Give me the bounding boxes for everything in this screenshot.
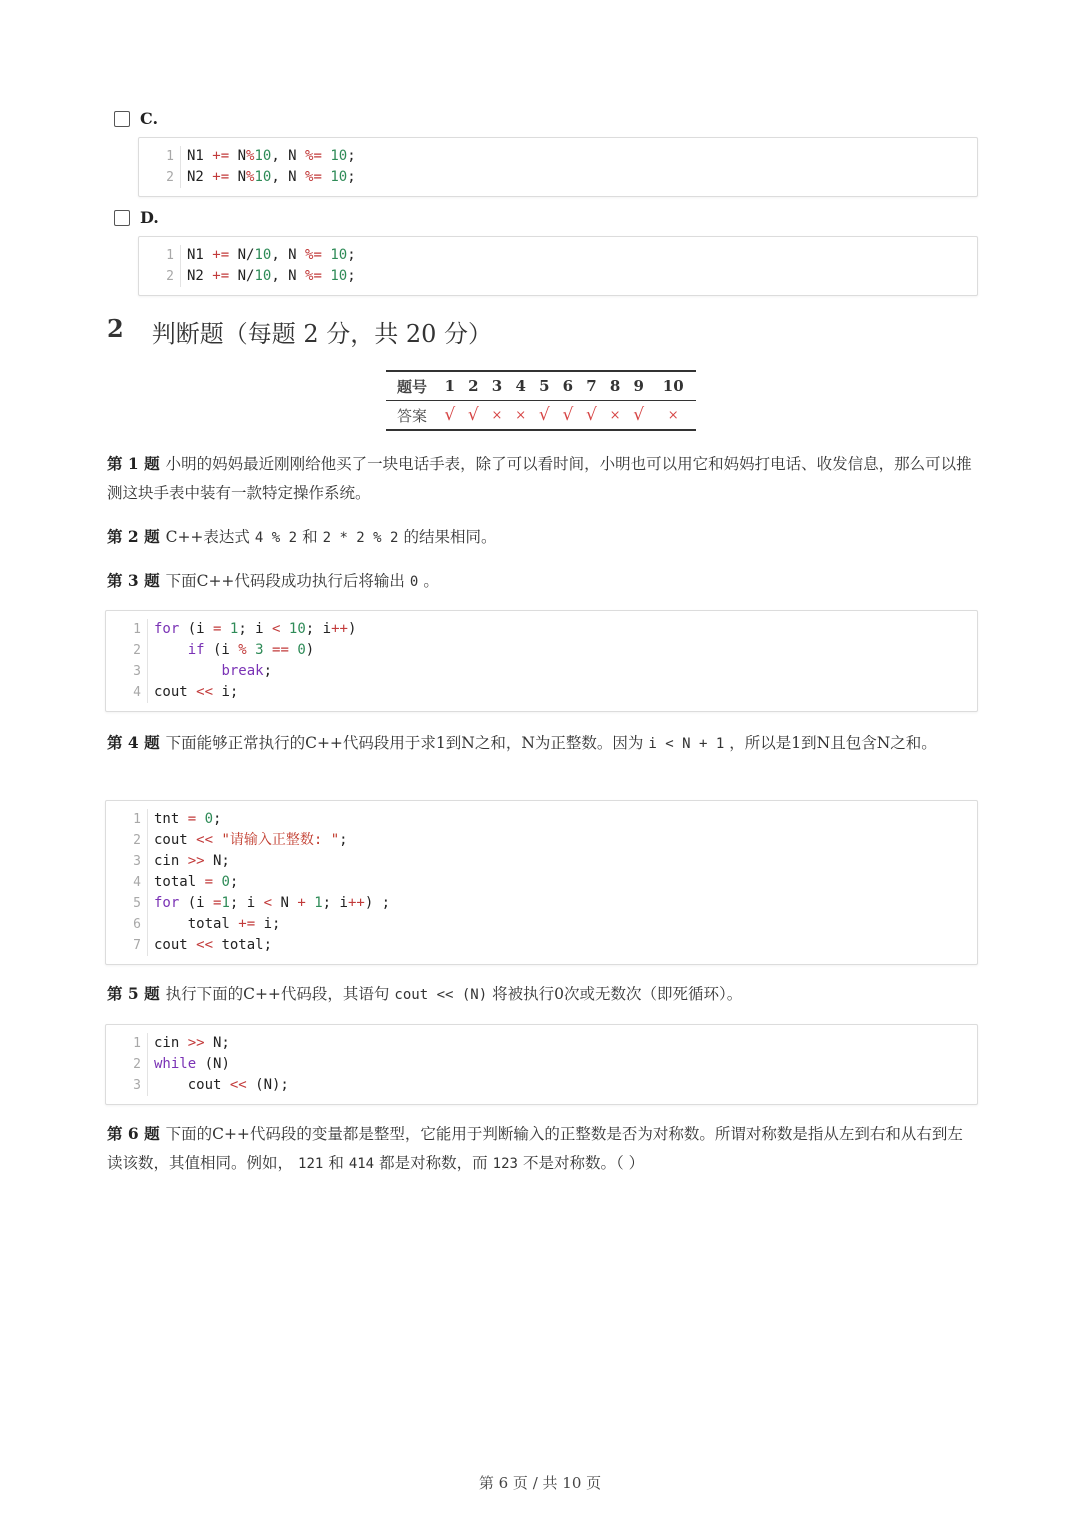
line-number: 2	[133, 833, 141, 848]
code-token: %=	[305, 148, 322, 164]
question-text: 和	[302, 528, 318, 546]
code-line	[154, 809, 390, 830]
answer-false-cell: ×	[485, 401, 509, 431]
code-token: ; i	[229, 895, 264, 911]
code-line	[154, 619, 356, 640]
code-line	[154, 640, 356, 661]
code-token: N2	[187, 268, 213, 284]
question-3	[107, 566, 973, 597]
line-number: 1	[166, 248, 174, 263]
code-token: N1	[187, 148, 213, 164]
option-d-label: D.	[140, 208, 159, 227]
code-token: ;	[347, 148, 356, 164]
code-token: ==	[272, 642, 289, 658]
line-number: 2	[166, 269, 174, 284]
code-token: N1	[187, 247, 213, 263]
code-token: (i	[179, 621, 214, 637]
answer-true-cell: √	[627, 401, 651, 431]
code-token: N;	[204, 1035, 230, 1051]
question-number: 第 1 题	[107, 454, 160, 473]
code-token: tnt	[154, 811, 188, 827]
code-token: %	[238, 642, 247, 658]
question-text: 下面C++代码段成功执行后将输出	[165, 572, 405, 590]
answer-true-cell: √	[533, 401, 557, 431]
question-text: 都是对称数，而	[379, 1154, 488, 1172]
question-number-cell: 3	[485, 371, 509, 401]
code-token: 10	[330, 148, 348, 164]
code-line	[154, 1075, 289, 1096]
code-token: 10	[330, 247, 348, 263]
code-token: 10	[254, 169, 272, 185]
code-token: <	[263, 895, 273, 911]
question-number-cell: 7	[580, 371, 604, 401]
question-text: 的结果相同。	[403, 528, 497, 546]
code-block-q5	[105, 1024, 978, 1105]
code-line	[154, 661, 356, 682]
code-token	[154, 663, 221, 679]
code-token: 10	[254, 247, 272, 263]
code-token: if	[187, 642, 205, 658]
code-token: , N	[271, 268, 306, 284]
code-token: ++	[347, 895, 365, 911]
code-token: N/	[229, 247, 255, 263]
question-5	[107, 979, 973, 1010]
inline-code: 123	[492, 1156, 518, 1172]
page-footer: 第 6 页 / 共 10 页	[478, 1474, 602, 1492]
code-token: ;	[339, 832, 348, 848]
code-token: %=	[305, 247, 322, 263]
answer-true-cell: √	[580, 401, 604, 431]
code-block-q4	[105, 800, 978, 965]
code-line	[187, 146, 356, 167]
question-text: 和	[328, 1154, 344, 1172]
question-number-cell: 9	[627, 371, 651, 401]
code-token: for	[154, 895, 180, 911]
code-token: 0	[204, 811, 214, 827]
code-token: )	[305, 642, 315, 658]
line-number: 1	[166, 149, 174, 164]
code-token: >>	[187, 1035, 205, 1051]
question-text: 下面的C++代码段的变量都是整型，它能用于判断输入的正整数是否为对称数。所谓对称数是指从左到右和从右到左读该数，其值相同。例如，	[107, 1125, 963, 1172]
code-token: =	[213, 621, 222, 637]
code-token	[196, 811, 204, 827]
line-number: 7	[133, 938, 141, 953]
code-token: +=	[212, 169, 230, 185]
question-number-cell: 5	[533, 371, 557, 401]
question-4	[107, 728, 973, 759]
code-line	[154, 935, 390, 956]
question-number-cell: 2	[462, 371, 486, 401]
code-token: ; i	[305, 621, 332, 637]
code-token: 10	[330, 169, 348, 185]
code-token: i;	[213, 684, 239, 700]
code-token: %=	[305, 169, 322, 185]
code-token: N	[229, 169, 247, 185]
answer-table-answer-row	[386, 401, 696, 431]
code-line	[154, 914, 390, 935]
line-number: 6	[133, 917, 141, 932]
answer-table	[386, 370, 696, 431]
line-number: 4	[133, 685, 141, 700]
code-token	[306, 895, 314, 911]
code-token: cin	[154, 853, 188, 869]
code-token: 0	[221, 874, 230, 890]
code-token: cout	[154, 937, 197, 953]
code-token: +=	[212, 148, 230, 164]
line-number: 1	[133, 1036, 141, 1051]
code-token: <	[272, 621, 281, 637]
code-token: 10	[288, 621, 306, 637]
inline-code: 4 % 2	[254, 530, 298, 546]
question-text: ，所以是1到N且包含N之和。	[729, 734, 937, 752]
question-1	[107, 449, 973, 508]
option-d[interactable]	[114, 208, 159, 227]
line-number: 3	[133, 664, 141, 679]
code-line	[154, 872, 390, 893]
answer-true-cell: √	[462, 401, 486, 431]
code-token: +=	[212, 247, 230, 263]
code-token: cout	[154, 832, 197, 848]
code-token: ;	[213, 811, 222, 827]
code-token: break	[221, 663, 264, 679]
answer-table-header-row	[386, 371, 696, 401]
question-2	[107, 522, 973, 553]
code-token: ;	[263, 663, 273, 679]
code-token: >>	[187, 853, 205, 869]
inline-code: cout << (N)	[394, 987, 488, 1003]
code-token: (i	[179, 895, 214, 911]
option-c-label: C.	[140, 109, 159, 128]
line-number: 4	[133, 875, 141, 890]
line-number: 1	[133, 622, 141, 637]
code-block-option-c	[138, 137, 978, 197]
inline-code: 414	[348, 1156, 375, 1172]
code-token: <<	[229, 1077, 247, 1093]
code-token: for	[154, 621, 180, 637]
question-text: 。	[423, 572, 439, 590]
section-heading	[107, 314, 492, 349]
code-token	[247, 642, 255, 658]
code-token	[280, 621, 288, 637]
code-token: ;	[347, 268, 356, 284]
code-line	[154, 1033, 289, 1054]
code-token: while	[154, 1056, 197, 1072]
code-token: ++	[331, 621, 348, 637]
code-token: )	[347, 621, 357, 637]
question-number-cell: 4	[509, 371, 533, 401]
code-token: <<	[196, 937, 214, 953]
code-token: 1	[314, 895, 323, 911]
question-number: 第 6 题	[107, 1124, 160, 1143]
code-line	[187, 167, 356, 188]
code-token: "请输入正整数: "	[221, 832, 340, 848]
option-c[interactable]	[114, 109, 158, 128]
code-token: (N)	[196, 1056, 230, 1072]
code-token: ) ;	[364, 895, 391, 911]
question-text: 下面能够正常执行的C++代码段用于求1到N之和，N为正整数。因为	[165, 734, 644, 752]
code-token	[154, 642, 188, 658]
code-token: ;	[347, 247, 356, 263]
question-6	[107, 1119, 973, 1179]
question-number: 第 4 题	[107, 733, 160, 752]
question-number: 第 5 题	[107, 984, 160, 1003]
answer-label: 答案	[386, 401, 438, 431]
code-line	[154, 851, 390, 872]
code-block-q3	[105, 610, 978, 712]
code-token: N/	[229, 268, 255, 284]
line-number: 3	[133, 854, 141, 869]
code-line	[154, 1054, 289, 1075]
checkbox-c[interactable]	[114, 111, 130, 127]
checkbox-d[interactable]	[114, 210, 130, 226]
inline-code: 0	[409, 574, 419, 590]
code-token: cout	[154, 1077, 230, 1093]
question-number: 第 3 题	[107, 571, 160, 590]
code-token: total	[154, 916, 239, 932]
code-token: total;	[213, 937, 273, 953]
question-number-cell: 10	[650, 371, 696, 401]
question-text: C++表达式	[165, 528, 250, 546]
code-token: 1	[221, 895, 230, 911]
code-token: ; i	[322, 895, 348, 911]
line-number: 2	[133, 643, 141, 658]
code-line	[187, 266, 356, 287]
code-token: <<	[196, 832, 214, 848]
line-number: 1	[133, 812, 141, 827]
code-token: (i	[204, 642, 239, 658]
question-number: 第 2 题	[107, 527, 160, 546]
section-title: 判断题（每题 2 分，共 20 分）	[151, 320, 493, 348]
question-number-cell: 6	[556, 371, 580, 401]
code-block-option-d	[138, 236, 978, 296]
code-token: %	[246, 148, 255, 164]
code-token: ;	[347, 169, 356, 185]
code-token: ; i	[238, 621, 273, 637]
code-token: 10	[254, 148, 272, 164]
code-line	[154, 830, 390, 851]
code-token: +=	[212, 268, 230, 284]
question-text: 执行下面的C++代码段，其语句	[165, 985, 390, 1003]
code-token: cout	[154, 684, 197, 700]
code-token: ;	[229, 874, 239, 890]
code-token: +=	[238, 916, 256, 932]
answer-true-cell: √	[556, 401, 580, 431]
inline-code: 121	[298, 1156, 324, 1172]
question-text: 将被执行0次或无数次（即死循环）。	[492, 985, 743, 1003]
question-number-cell: 1	[438, 371, 462, 401]
code-token	[264, 642, 272, 658]
answer-false-cell: ×	[509, 401, 533, 431]
code-token: =	[213, 895, 222, 911]
code-token: N	[229, 148, 247, 164]
code-line	[187, 245, 356, 266]
answer-false-cell: ×	[603, 401, 627, 431]
line-number: 3	[133, 1078, 141, 1093]
code-token: =	[187, 811, 197, 827]
inline-code: i < N + 1	[648, 736, 725, 752]
answer-true-cell: √	[438, 401, 462, 431]
question-text: 小明的妈妈最近刚刚给他买了一块电话手表，除了可以看时间，小明也可以用它和妈妈打电话、收发信息，那么可以推测这块手表中装有一款特定操作系统。	[107, 455, 972, 502]
section-number: 2	[107, 314, 124, 343]
code-token: , N	[271, 247, 306, 263]
line-number: 5	[133, 896, 141, 911]
answer-false-cell: ×	[650, 401, 696, 431]
code-token: N	[272, 895, 298, 911]
code-token: 10	[330, 268, 348, 284]
code-token: =	[204, 874, 214, 890]
line-number: 2	[166, 170, 174, 185]
code-token: 1	[229, 621, 239, 637]
code-token: (N);	[246, 1077, 289, 1093]
code-token: cin	[154, 1035, 188, 1051]
code-token: %=	[305, 268, 322, 284]
code-token: <<	[196, 684, 214, 700]
code-token: , N	[271, 148, 306, 164]
code-token	[221, 621, 229, 637]
code-token: 0	[297, 642, 306, 658]
code-line	[154, 682, 356, 703]
code-token: N;	[204, 853, 230, 869]
code-token: total	[154, 874, 205, 890]
code-token: 10	[254, 268, 272, 284]
code-line	[154, 893, 390, 914]
code-token: +	[297, 895, 306, 911]
line-number: 2	[133, 1057, 141, 1072]
code-token: , N	[271, 169, 306, 185]
code-token: i;	[255, 916, 281, 932]
question-number-cell: 8	[603, 371, 627, 401]
code-token: %	[246, 169, 255, 185]
question-text: 不是对称数。（ ）	[522, 1154, 645, 1172]
inline-code: 2 * 2 % 2	[322, 530, 399, 546]
header-label: 题号	[386, 371, 438, 401]
code-token: 3	[255, 642, 264, 658]
code-token: N2	[187, 169, 213, 185]
